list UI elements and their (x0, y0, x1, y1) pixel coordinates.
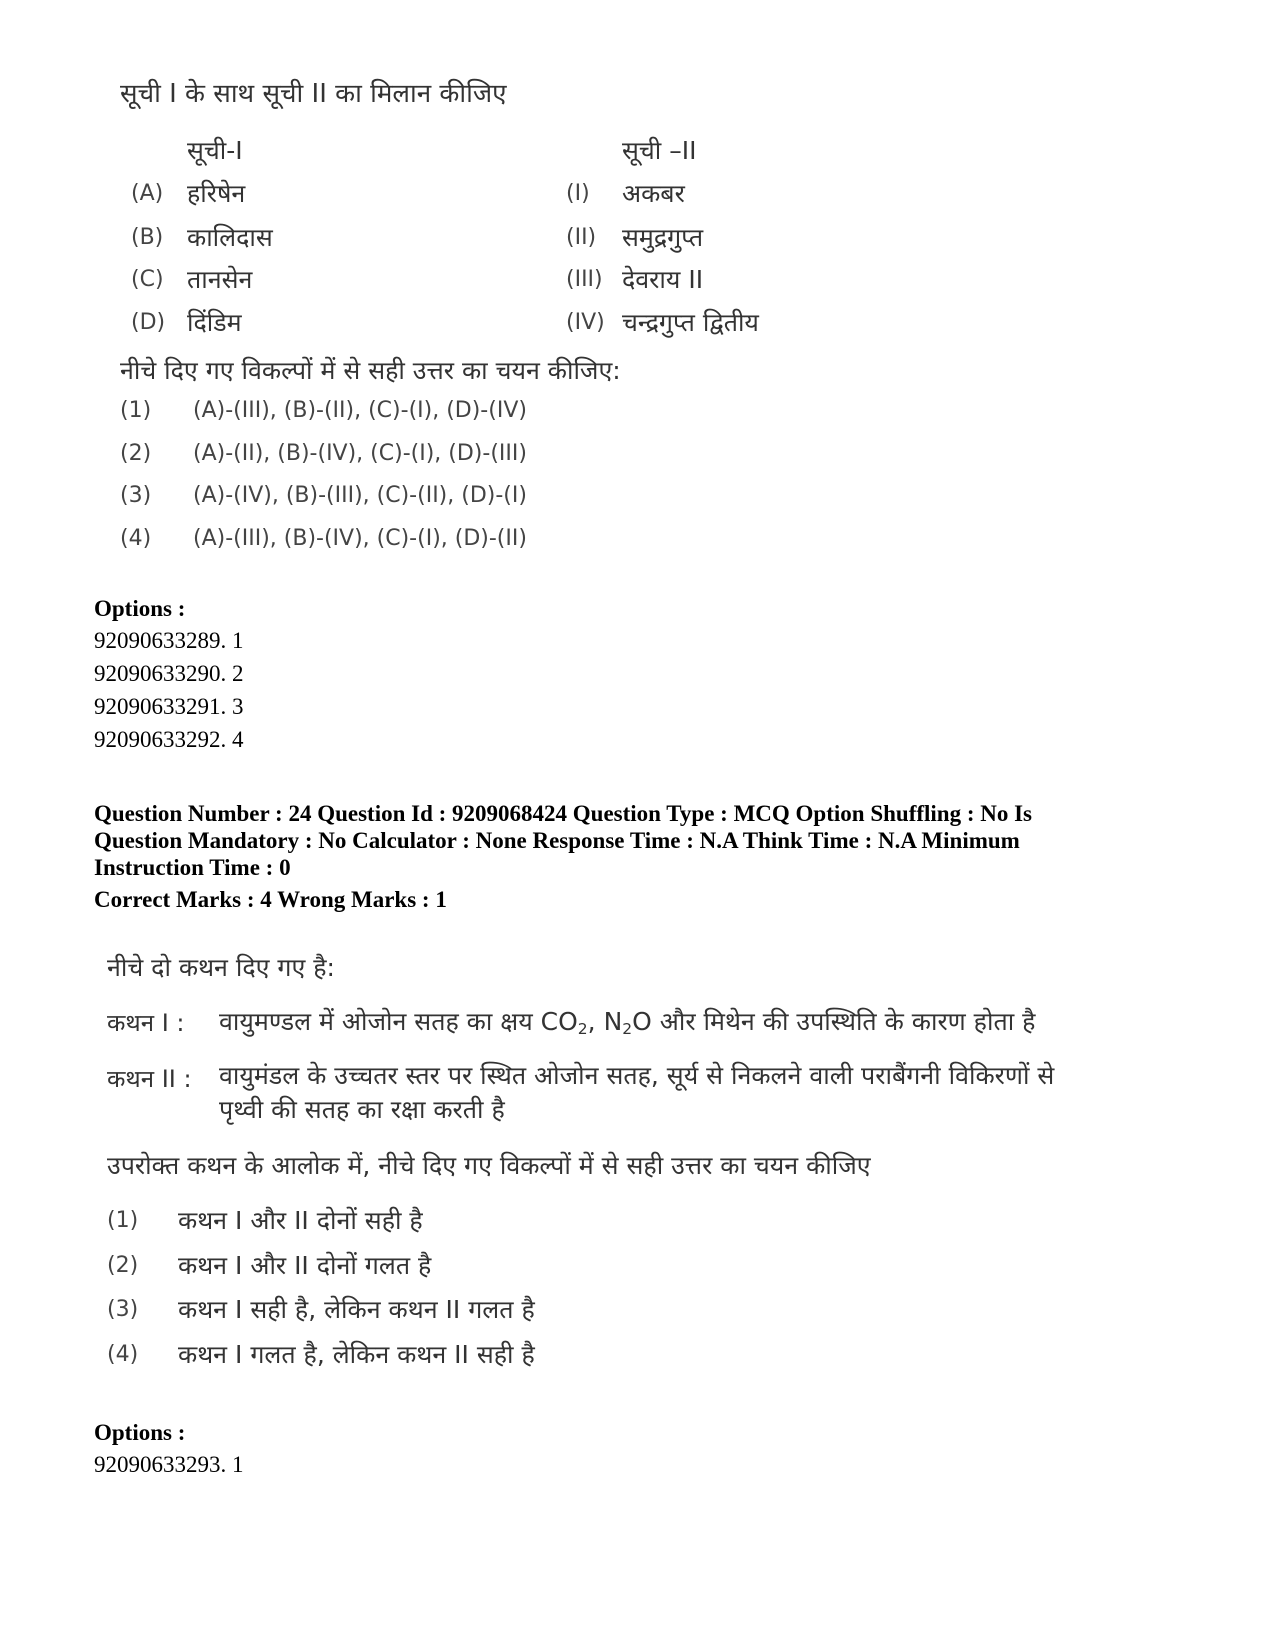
q23-choose-text: नीचे दिए गए विकल्पों में से सही उत्तर का चयन कीजिए: (120, 356, 621, 385)
q23-choice-number: (4) (120, 526, 152, 551)
q23-choice-text: (A)-(III), (B)-(IV), (C)-(I), (D)-(II) (193, 526, 527, 551)
q23-option-line: 92090633289. 1 (94, 628, 244, 653)
q23-choice-number: (1) (120, 398, 152, 423)
q23-row-left-label: (B) (131, 225, 164, 250)
q23-row-right-label: (IV) (566, 310, 605, 335)
q24-statement2-line: पृथ्वी की सतह का रक्षा करती है (219, 1095, 505, 1124)
q23-row-right-label: (I) (566, 181, 590, 206)
q23-options-heading: Options : (94, 596, 186, 621)
q24-choice-text: कथन I और II दोनों सही है (178, 1206, 423, 1235)
q23-row-right-label: (II) (566, 225, 597, 250)
q24-option-line: 92090633293. 1 (94, 1452, 244, 1477)
q24-statement1-text: वायुमण्डल में ओजोन सतह का क्षय $CO_2$, $N_2O$ और मिथेन की उपस्थिति के कारण होता है (219, 1007, 1036, 1038)
q23-row-right-text: चन्द्रगुप्त द्वितीय (622, 308, 759, 337)
q23-option-line: 92090633290. 2 (94, 661, 244, 686)
q23-choice-text: (A)-(IV), (B)-(III), (C)-(II), (D)-(I) (193, 483, 527, 508)
q23-instruction: सूची I के साथ सूची II का मिलान कीजिए (120, 79, 507, 109)
q23-choice-number: (2) (120, 441, 152, 466)
q23-list2-heading: सूची –II (622, 136, 697, 165)
q23-row-right-text: समुद्रगुप्त (622, 223, 704, 252)
q24-choice-text: कथन I सही है, लेकिन कथन II गलत है (178, 1295, 535, 1324)
q23-row-right-text: देवराय II (622, 265, 704, 294)
q23-row-left-text: दिंडिम (187, 308, 242, 337)
q24-meta-line: Question Number : 24 Question Id : 9209068424 Question Type : MCQ Option Shuffling : No Is (94, 801, 1033, 826)
q24-choice-text: कथन I गलत है, लेकिन कथन II सही है (178, 1340, 535, 1369)
q23-option-line: 92090633292. 4 (94, 727, 244, 752)
q24-marks-line: Correct Marks : 4 Wrong Marks : 1 (94, 887, 447, 912)
q23-row-left-label: (D) (131, 310, 166, 335)
q23-row-right-label: (III) (566, 267, 603, 292)
q24-choice-number: (1) (107, 1208, 139, 1233)
q24-choice-number: (2) (107, 1253, 139, 1278)
q24-meta-line: Question Mandatory : No Calculator : None Response Time : N.A Think Time : N.A Minimum (94, 828, 1020, 853)
q23-choice-number: (3) (120, 483, 152, 508)
q24-options-heading: Options : (94, 1420, 186, 1445)
q23-row-left-label: (C) (131, 267, 164, 292)
q23-option-line: 92090633291. 3 (94, 694, 244, 719)
q23-choice-text: (A)-(III), (B)-(II), (C)-(I), (D)-(IV) (193, 398, 527, 423)
q24-statement2-line: वायुमंडल के उच्चतर स्तर पर स्थित ओजोन सतह, सूर्य से निकलने वाली पराबैंगनी विकिरणों से (219, 1061, 1055, 1090)
q23-row-left-text: कालिदास (187, 223, 273, 252)
q23-row-right-text: अकबर (622, 179, 685, 208)
q24-choice-text: कथन I और II दोनों गलत है (178, 1251, 432, 1280)
q23-list1-heading: सूची-I (187, 136, 243, 165)
q23-choice-text: (A)-(II), (B)-(IV), (C)-(I), (D)-(III) (193, 441, 527, 466)
q23-row-left-label: (A) (131, 181, 164, 206)
q23-row-left-text: तानसेन (187, 265, 253, 294)
q24-choice-number: (4) (107, 1342, 139, 1367)
q24-intro: नीचे दो कथन दिए गए है: (107, 953, 335, 982)
q23-row-left-text: हरिषेन (187, 179, 246, 208)
q24-meta-line: Instruction Time : 0 (94, 855, 291, 880)
q24-choose-text: उपरोक्त कथन के आलोक में, नीचे दिए गए विकल्पों में से सही उत्तर का चयन कीजिए (107, 1151, 871, 1180)
q24-statement2-label: कथन II : (107, 1065, 192, 1093)
q24-choice-number: (3) (107, 1297, 139, 1322)
q24-statement1-label: कथन I : (107, 1009, 185, 1037)
